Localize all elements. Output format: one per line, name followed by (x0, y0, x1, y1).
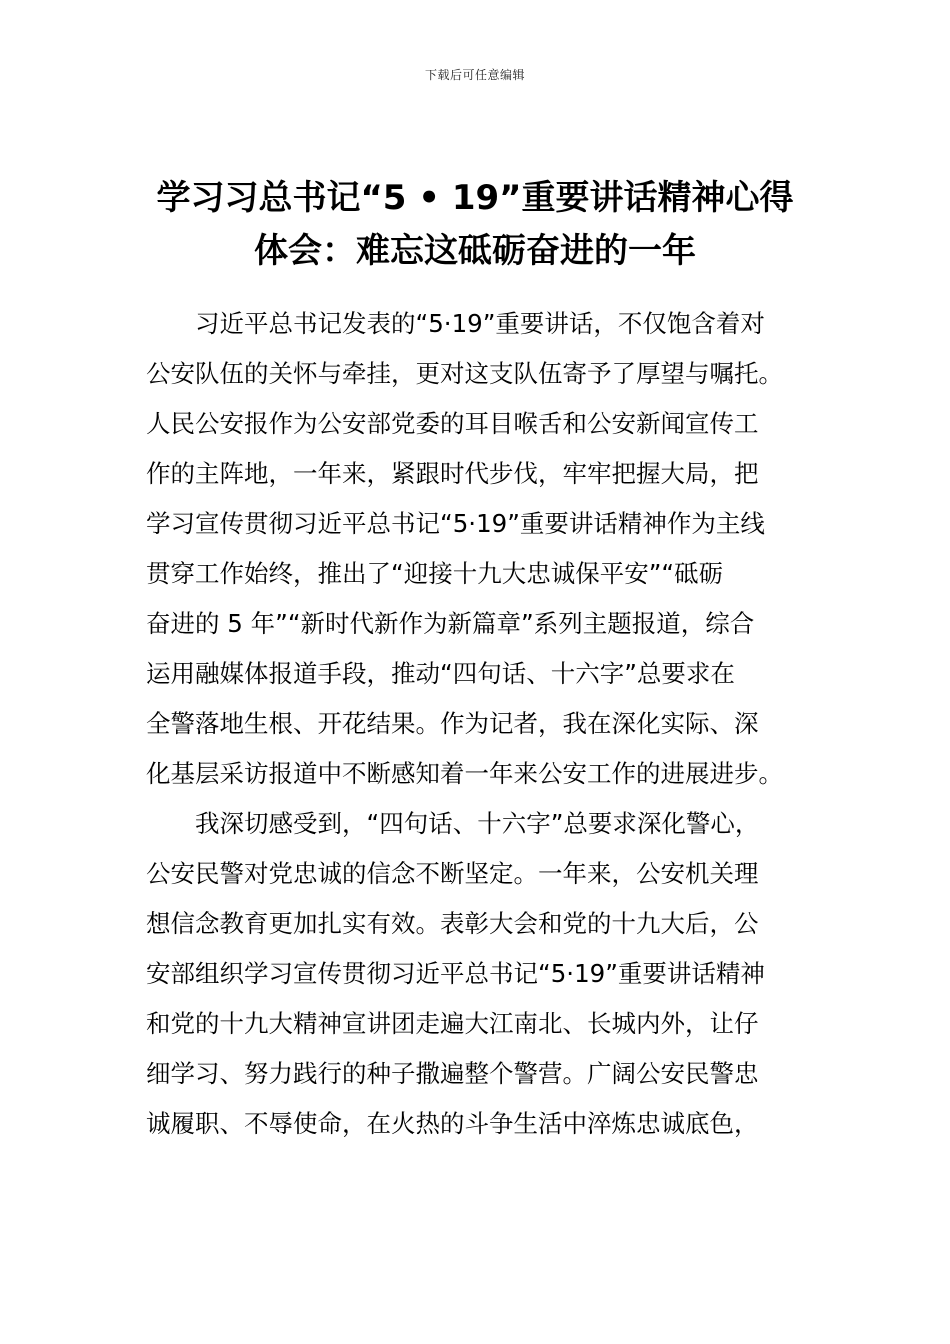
paragraph-line: 全警落地生根、开花结果。作为记者，我在深化实际、深 (146, 709, 759, 738)
document-body (146, 299, 810, 1149)
paragraph-line: 化基层采访报道中不断感知着一年来公安工作的进展进步。 (146, 759, 783, 788)
paragraph-line: 贯穿工作始终，推出了“迎接十九大忠诚保平安”“砥砺 (146, 559, 724, 588)
paragraph-line: 我深切感受到，“四句话、十六字”总要求深化警心， (195, 809, 760, 838)
paragraph-line: 公安队伍的关怀与牵挂，更对这支队伍寄予了厚望与嘱托。 (146, 359, 783, 388)
paragraph-line: 诚履职、不辱使命，在火热的斗争生活中淬炼忠诚底色， (146, 1109, 759, 1138)
title-line: 学习习总书记“5 • 19”重要讲话精神心得 (156, 178, 794, 218)
paragraph-1 (146, 299, 810, 799)
title-line: 体会：难忘这砥砺奋进的一年 (254, 231, 696, 271)
paragraph-line: 和党的十九大精神宣讲团走遍大江南北、长城内外，让仔 (146, 1009, 759, 1038)
paragraph-line: 学习宣传贯彻习近平总书记“5·19”重要讲话精神作为主线 (146, 509, 765, 538)
paragraph-line: 习近平总书记发表的“5·19”重要讲话，不仅饱含着对 (195, 309, 765, 338)
paragraph-line: 安部组织学习宣传贯彻习近平总书记“5·19”重要讲话精神 (146, 959, 765, 988)
header-note: 下载后可任意编辑 (424, 68, 525, 82)
paragraph-line: 细学习、努力践行的种子撒遍整个警营。广阔公安民警忠 (146, 1059, 759, 1088)
paragraph-line: 公安民警对党忠诚的信念不断坚定。一年来，公安机关理 (146, 859, 759, 888)
paragraph-line: 奋进的 5 年”“新时代新作为新篇章”系列主题报道，综合 (146, 609, 755, 638)
paragraph-2 (146, 799, 810, 1149)
paragraph-line: 作的主阵地，一年来，紧跟时代步伐，牢牢把握大局，把 (146, 459, 759, 488)
paragraph-line: 人民公安报作为公安部党委的耳目喉舌和公安新闻宣传工 (146, 409, 759, 438)
document-title (120, 172, 830, 278)
paragraph-line: 运用融媒体报道手段，推动“四句话、十六字”总要求在 (146, 659, 735, 688)
paragraph-line: 想信念教育更加扎实有效。表彰大会和党的十九大后，公 (146, 909, 759, 938)
